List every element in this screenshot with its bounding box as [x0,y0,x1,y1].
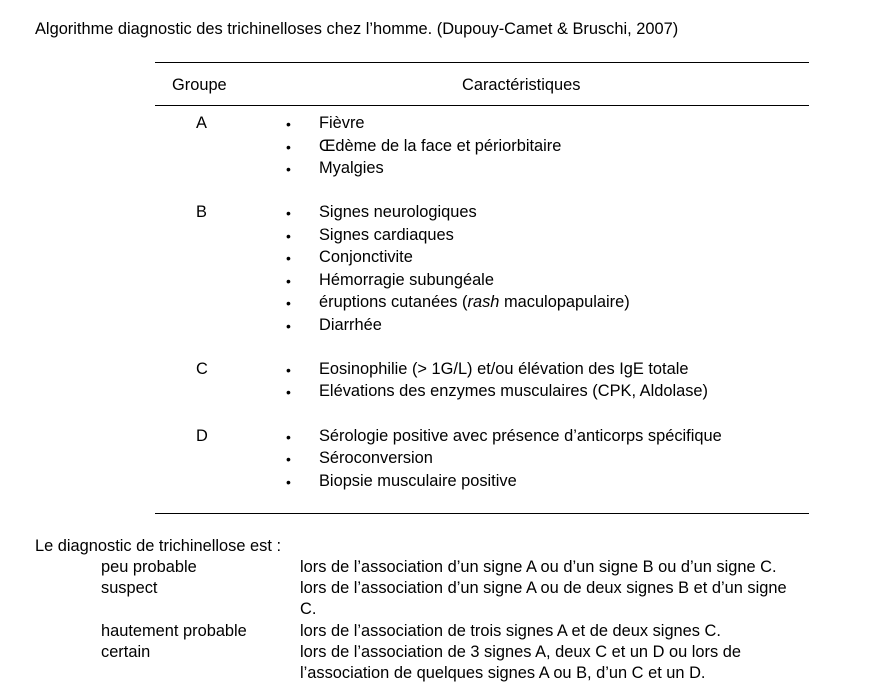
group-label-a: A [196,114,207,132]
bullet: • [286,205,291,221]
bullet: • [286,318,291,334]
bullet: • [286,451,291,467]
list-item: Diarrhée [319,316,382,334]
bullet: • [286,139,291,155]
bullet: • [286,384,291,400]
caption: Algorithme diagnostic des trichinelloses chez l’homme. (Dupouy-Camet & Bruschi, 2007) [35,20,679,38]
italic-term: rash [467,293,500,311]
table-top-rule [155,62,809,63]
table-bottom-rule [155,513,809,514]
diagnosis-definition: lors de l’association de trois signes A et de deux signes C. [300,622,721,640]
diagnosis-definition: lors de l’association d’un signe A ou d’un signe B ou d’un signe C. [300,558,777,576]
list-item: Œdème de la face et périorbitaire [319,137,562,155]
diagnosis-term: suspect [101,579,158,597]
list-item: Fièvre [319,114,365,132]
list-item: Signes neurologiques [319,203,477,221]
diagnosis-term: peu probable [101,558,197,576]
diagnosis-definition: C. [300,600,317,618]
header-group: Groupe [172,76,227,94]
diagnosis-term: hautement probable [101,622,247,640]
list-item: Signes cardiaques [319,226,454,244]
diagnosis-term: certain [101,643,151,661]
diagnosis-definition: l’association de quelques signes A ou B, d’un C et un D. [300,664,706,682]
group-label-c: C [196,360,208,378]
bullet: • [286,295,291,311]
list-item: Conjonctivite [319,248,413,266]
group-label-d: D [196,427,208,445]
bullet: • [286,116,291,132]
bullet: • [286,273,291,289]
item-text: éruptions cutanées ( [319,293,468,311]
list-item: Biopsie musculaire positive [319,472,517,490]
header-characteristics: Caractéristiques [462,76,581,94]
group-label-b: B [196,203,207,221]
table-header-rule [155,105,809,106]
list-item: Séroconversion [319,449,433,467]
item-text-after: maculopapulaire) [499,293,630,311]
diagnosis-definition: lors de l’association de 3 signes A, deux C et un D ou lors de [300,643,741,661]
list-item: Hémorragie subungéale [319,271,494,289]
list-item: Elévations des enzymes musculaires (CPK, Aldolase) [319,382,708,400]
bullet: • [286,362,291,378]
diagnosis-intro: Le diagnostic de trichinellose est : [35,537,282,555]
diagnosis-definition: lors de l’association d’un signe A ou de deux signes B et d’un signe [300,579,787,597]
list-item: Sérologie positive avec présence d’anticorps spécifique [319,427,722,445]
bullet: • [286,474,291,490]
bullet: • [286,250,291,266]
list-item [319,294,630,310]
bullet: • [286,161,291,177]
list-item: Eosinophilie (> 1G/L) et/ou élévation des IgE totale [319,360,689,378]
bullet: • [286,429,291,445]
list-item: Myalgies [319,159,384,177]
bullet: • [286,228,291,244]
